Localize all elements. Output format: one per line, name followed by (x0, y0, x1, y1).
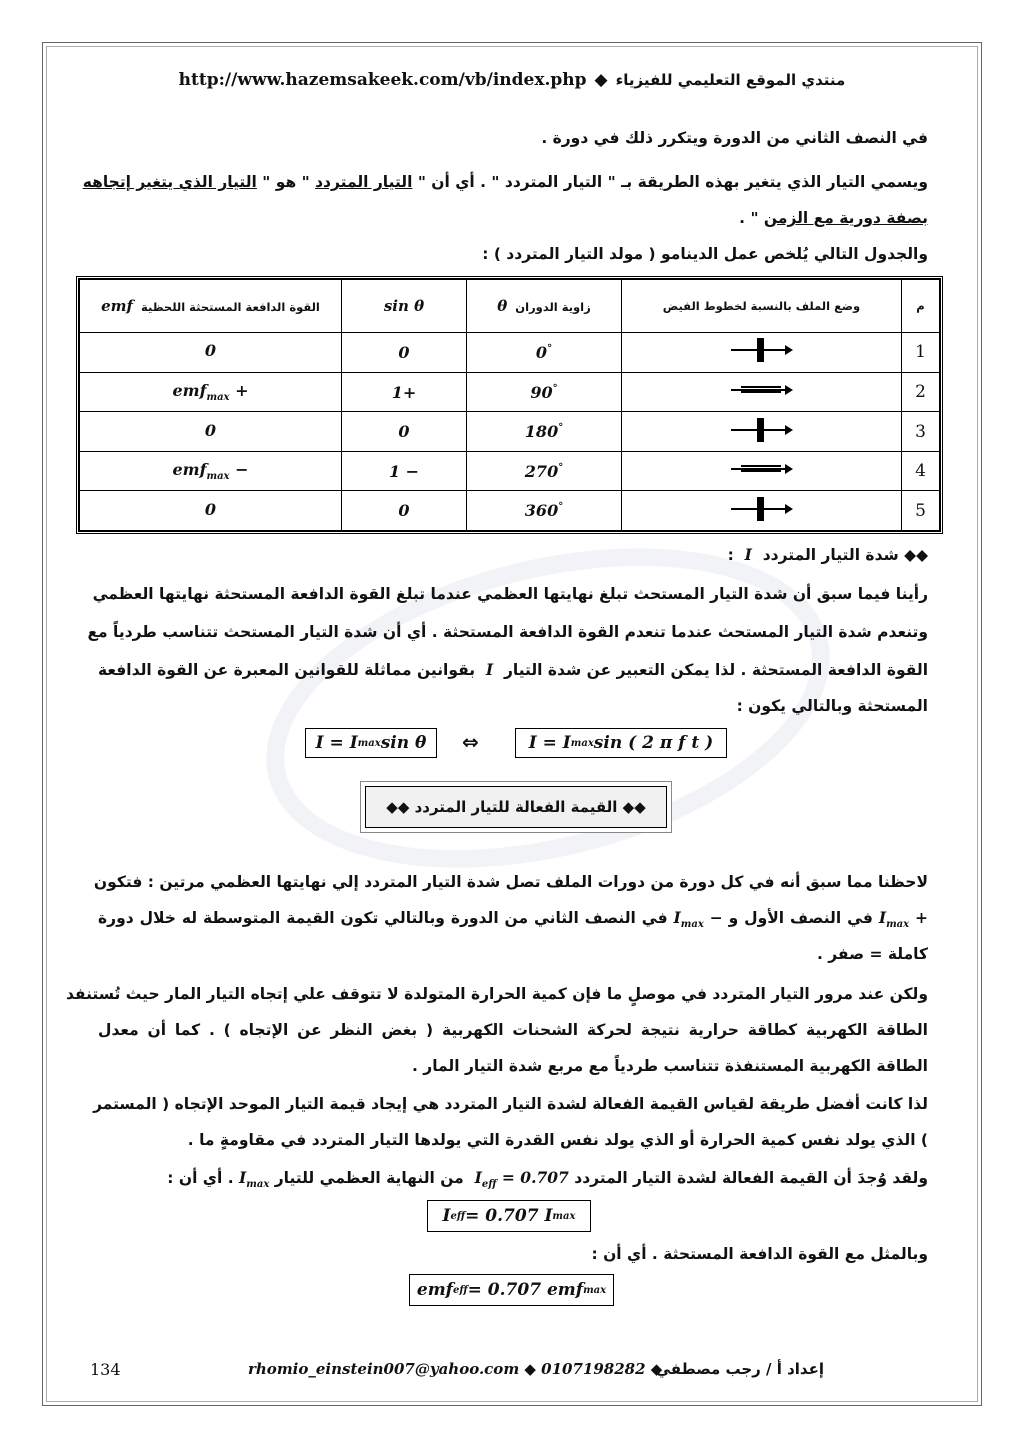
header-sin: sin θ (342, 280, 467, 333)
cell-m: 4 (902, 451, 940, 491)
text-line: الطاقة الكهربية المستنفذة تتناسب طردياً مع مربع شدة التيار المار . (412, 1057, 928, 1075)
cell-sin: 0 (342, 412, 467, 452)
header-position: وضع الملف بالنسبة لخطوط الفيض (622, 280, 902, 333)
page-header (60, 66, 964, 94)
coil-perpendicular-icon (731, 338, 793, 362)
cell-emf: − emf$_{max}$ (80, 451, 342, 491)
cell-sin: 0 (342, 491, 467, 531)
coil-parallel-icon (731, 457, 793, 481)
header-angle: زاوية الدوران θ (467, 280, 622, 333)
cell-m: 1 (902, 333, 940, 373)
header-url[interactable]: http://www.hazemsakeek.com/vb/index.php (178, 70, 587, 90)
cell-emf: 0 (80, 333, 342, 373)
cell-sin: − 1 (342, 451, 467, 491)
diamond-icon: ◆ (594, 70, 608, 90)
cell-emf: 0 (80, 491, 342, 531)
coil-parallel-icon (731, 378, 793, 402)
cell-sin: +1 (342, 372, 467, 412)
cell-position (622, 491, 902, 531)
text-line: القوة الدافعة المستحثة . لذا يمكن التعبير عن شدة التيار I بقوانين مماثلة للقوانين المعبرة عن القوة الدافعة (98, 660, 929, 679)
dynamo-table (76, 276, 943, 534)
coil-perpendicular-icon (731, 418, 793, 442)
text-line: ) الذي يولد نفس كمية الحرارة أو الذي يولد نفس القدرة التي يولدها التيار المتردد في مقاومةٍ ما . (187, 1131, 928, 1149)
cell-angle: 90° (467, 372, 622, 412)
footer-contact: rhomio_einstein007@yahoo.com ◆ 0107198282 ◆ (248, 1360, 663, 1378)
cell-m: 5 (902, 491, 940, 531)
text-line: كاملة = صفر . (817, 945, 928, 963)
formula-current-time: I = I max sin ( 2 π f t ) (515, 728, 727, 758)
cell-m: 2 (902, 372, 940, 412)
text-line: المستحثة وبالتالي يكون : (736, 697, 928, 715)
section-title-current: ◆◆ شدة التيار المتردد I : (727, 545, 928, 564)
text-line: بصفة دورية مع الزمن " . (739, 209, 928, 227)
table-header-row (80, 280, 940, 333)
table-row (80, 451, 940, 491)
cell-position (622, 333, 902, 373)
text-line: في النصف الثاني من الدورة ويتكرر ذلك في دورة . (541, 129, 928, 147)
table-row (80, 491, 940, 531)
header-emf: القوة الدافعة المستحثة اللحظية emf (80, 280, 342, 333)
cell-emf: 0 (80, 412, 342, 452)
text-line: ولقد وُجدَ أن القيمة الفعالة لشدة التيار المتردد $I_{eff} = 0.707$ من النهاية العظمي للتيار $I_{max}$ . أي أن : (167, 1168, 928, 1190)
cell-sin: 0 (342, 333, 467, 373)
header-forum-name: منتدي الموقع التعليمي للفيزياء (615, 71, 846, 89)
page-number: 134 (90, 1360, 121, 1379)
formula-emfeff: emf eff = 0.707 emf max (409, 1274, 614, 1306)
cell-position (622, 412, 902, 452)
text-line: ويسمي التيار الذي يتغير بهذه الطريقة بـ " التيار المتردد " . أي أن " التيار المتردد " هو " التيار الذي يتغير إتجاهه (82, 173, 928, 191)
header-m: م (902, 280, 940, 333)
cell-angle: 0° (467, 333, 622, 373)
cell-angle: 360° (467, 491, 622, 531)
cell-position (622, 451, 902, 491)
formula-ieff: I eff = 0.707 I max (427, 1200, 591, 1232)
text-line: والجدول التالي يُلخص عمل الدينامو ( مولد التيار المتردد ) : (482, 245, 928, 263)
section-title-effective: ◆◆ القيمة الفعالة للتيار المتردد ◆◆ (365, 786, 667, 828)
text-line: لذا كانت أفضل طريقة لقياس القيمة الفعالة لشدة التيار المتردد هي إيجاد قيمة التيار الموحد الإتجاه ( المستمر (93, 1095, 928, 1113)
table-row (80, 412, 940, 452)
coil-perpendicular-icon (731, 497, 793, 521)
table-row (80, 372, 940, 412)
footer-author: إعداد أ / رجب مصطفي (655, 1360, 824, 1378)
text-line: لاحظنا مما سبق أنه في كل دورة من دورات الملف تصل شدة التيار المتردد إلي نهايتها العظمي مرتين : فتكون (93, 873, 928, 891)
cell-m: 3 (902, 412, 940, 452)
text-line: الطاقة الكهربية كطاقة حرارية نتيجة لحركة الشحنات الكهربية ( بغض النظر عن الإتجاه ) . كما أن معدل (98, 1021, 928, 1039)
text-line: + $I_{max}$ في النصف الأول و − $I_{max}$ في النصف الثاني من الدورة وبالتالي تكون القيمة المتوسطة له خلال دورة (98, 908, 928, 930)
table-row (80, 333, 940, 373)
text-line: ولكن عند مرور التيار المتردد في موصلٍ ما فإن كمية الحرارة المتولدة لا تتوقف علي إتجاه التيار المار حيث تُستنفد (65, 985, 928, 1003)
text-line: رأينا فيما سبق أن شدة التيار المستحث تبلغ نهايتها العظمي عندما تبلغ القوة الدافعة المستحثة نهايتها العظمي (92, 585, 928, 603)
formula-current-theta: I = I max sin θ (305, 728, 437, 758)
cell-angle: 180° (467, 412, 622, 452)
cell-position (622, 372, 902, 412)
equivalence-arrow-icon: ⇔ (462, 730, 479, 754)
text-line: وبالمثل مع القوة الدافعة المستحثة . أي أن : (591, 1245, 928, 1263)
text-line: وتنعدم شدة التيار المستحث عندما تنعدم القوة الدافعة المستحثة . أي أن شدة التيار المستحث تتناسب طردياً مع (87, 623, 928, 641)
cell-angle: 270° (467, 451, 622, 491)
cell-emf: + emf$_{max}$ (80, 372, 342, 412)
